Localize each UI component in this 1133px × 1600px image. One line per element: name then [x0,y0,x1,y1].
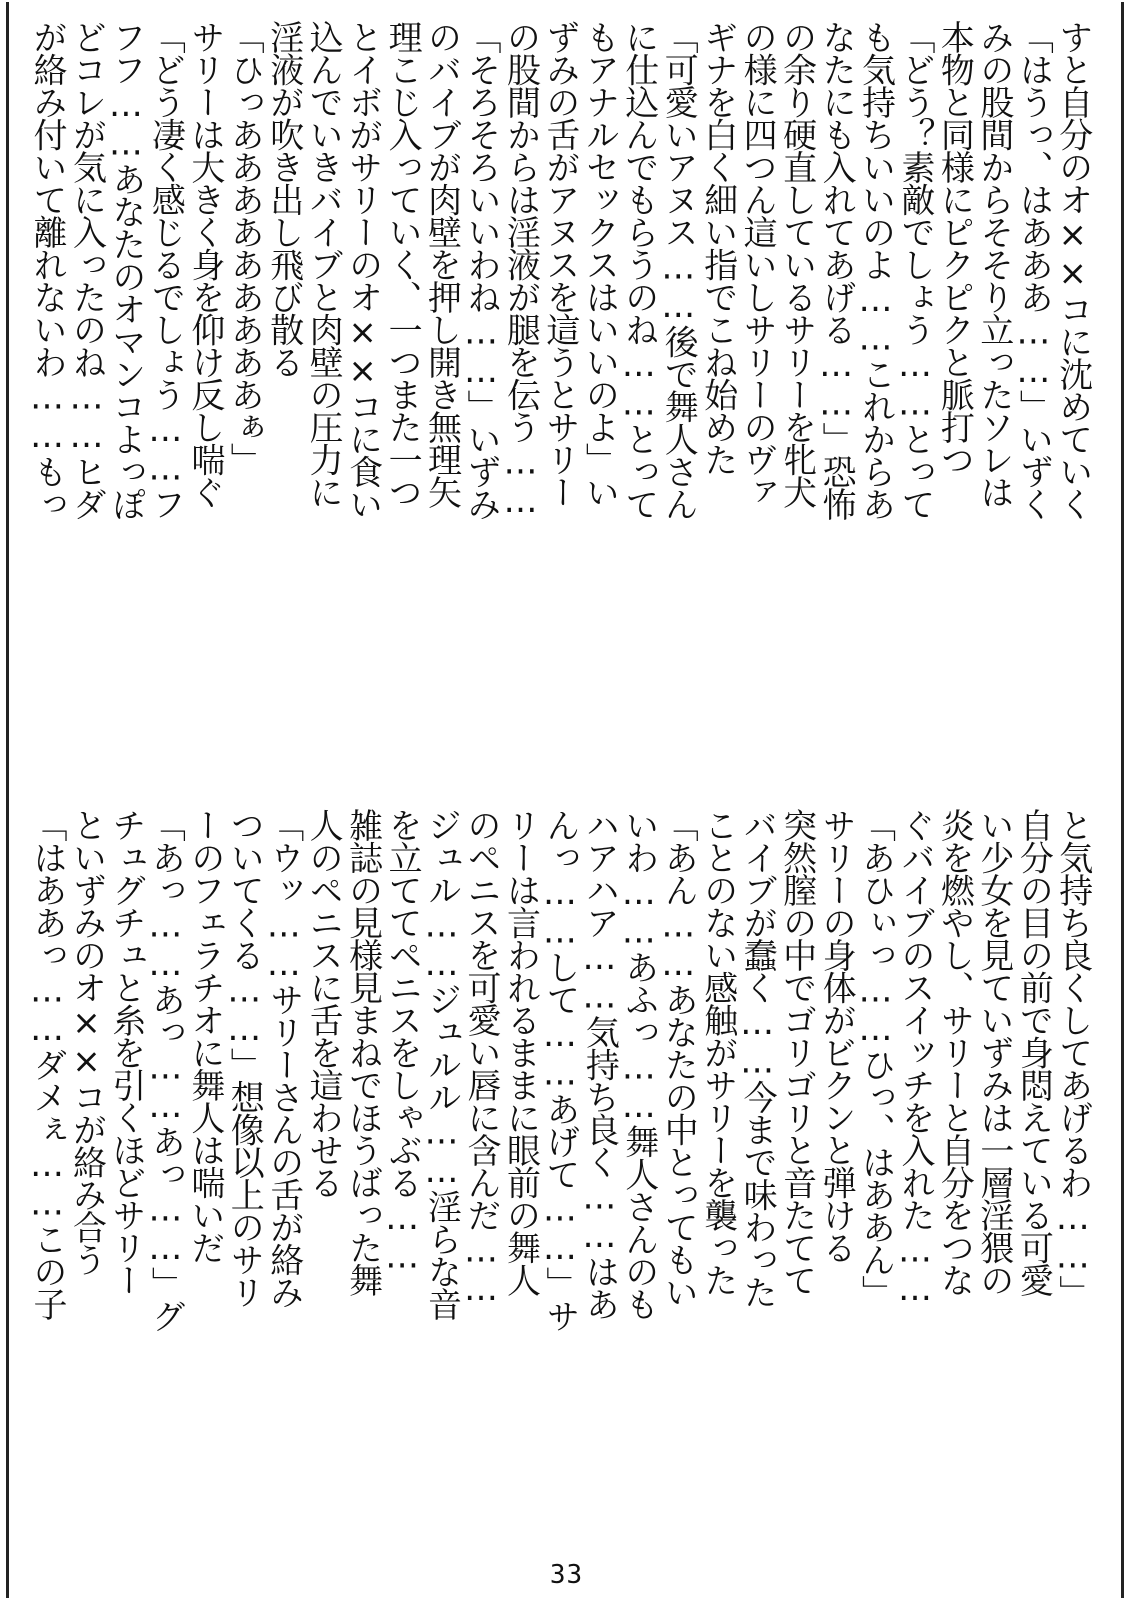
text-column: 理こじ入っていく、一つまた一つ [382,20,423,508]
text-column: バイブが蠢く……今まで味わった [737,808,778,1308]
text-column: ことのない感触がサリーを襲った [697,808,738,1296]
text-column: 「はああっ……ダメぇ……この子 [27,808,67,1320]
text-column: ギナを白く細い指でこね始めた [697,20,738,475]
text-column: なたにも入れてあげる……」恐怖 [816,20,857,520]
text-column: 本物と同様にピクピクと脈打つ [934,20,975,475]
text-column: 「ウッ……サリーさんの舌が絡み [263,808,304,1308]
text-column: 「あっ……あっ……あっ……」グ [145,808,186,1332]
text-column: もアナルセックスはいいのよ」い [579,20,620,508]
text-column: が絡み付いて離れないわ……もっ [27,20,67,520]
text-column: ぐバイブのスイッチを入れた…… [894,808,935,1308]
text-column: 「可愛いアヌス……後で舞人さん [658,20,699,520]
text-column: 「はうっ、はあああ……」いずく [1013,20,1054,520]
text-column: の余り硬直しているサリーを牝犬 [776,20,817,508]
text-column: ついてくる……」想像以上のサリ [224,808,265,1308]
text-column: ーのフェラチオに舞人は喘いだ [184,808,225,1263]
text-column: を立ててペニスをしゃぶる…… [382,808,423,1275]
text-column: ジュル……ジュルル……淫らな音 [421,808,462,1320]
text-column: 炎を燃やし、サリーと自分をつな [934,808,975,1296]
text-column: とイボがサリーのオ××コに食い [342,20,383,520]
text-column: フフ……あなたのオマンコよっぽ [105,20,146,520]
text-column: い少女を見ていずみは一層淫猥の [973,808,1014,1296]
text-column: 自分の目の前で身悶えている可愛 [1013,808,1054,1296]
text-column: に仕込んでもらうのね……とって [618,20,659,520]
text-column: の様に四つん這いしサリーのヴァ [737,20,778,508]
text-column: 人のペニスに舌を這わせる [303,808,344,1198]
text-column: サリーの身体がビクンと弾ける [816,808,857,1263]
text-column: と気持ち良くしてあげるわ……」 [1052,808,1093,1308]
text-column: 「そろそろいいわね……」いずみ [460,20,501,520]
text-column: みの股間からそそり立ったソレは [973,20,1014,508]
text-block-top [27,20,1093,765]
text-column: ずみの舌がアヌスを這うとサリー [539,20,580,508]
text-column: といずみのオ××コが絡み合う [66,808,107,1275]
text-column: どコレが気に入ったのね……ヒダ [66,20,107,520]
text-column: のバイブが肉壁を押し開き無理矢 [421,20,462,508]
text-column: 「あひぃっ……ひっ、はああん」 [855,808,896,1308]
text-column: チュグチュと糸を引くほどサリー [105,808,146,1296]
text-column: のペニスを可愛い唇に含んだ…… [460,808,501,1308]
text-column: 込んでいきバイブと肉壁の圧力に [303,20,344,508]
text-column: 「ひっあああああああああぁ」 [224,20,265,475]
text-column: すと自分のオ××コに沈めていく [1052,20,1093,520]
text-column: 「どう凄く感じるでしょう……フ [145,20,186,520]
page-number: 33 [549,1560,584,1590]
text-block-bottom [27,808,1093,1548]
text-column: 雑誌の見様見まねでほうばった舞 [342,808,383,1296]
text-column: も気持ちいいのよ……これからあ [855,20,896,520]
text-column: んっ……して……あげて……」サ [539,808,580,1332]
text-column: リーは言われるままに眼前の舞人 [500,808,541,1296]
text-column: 突然膣の中でゴリゴリと音たてて [776,808,817,1296]
text-column: 「あん……あなたの中とってもい [658,808,699,1308]
text-column: サリーは大きく身を仰け反し喘ぐ [184,20,225,508]
text-column: いわ……あふっ……舞人さんのも [618,808,659,1320]
text-column: 淫液が吹き出し飛び散る [263,20,304,378]
text-column: の股間からは淫液が腿を伝う…… [500,20,541,520]
text-column: 「どう？素敵でしょう……とって [894,20,935,520]
text-column: ハアハア……気持ち良く……はあ [579,808,620,1320]
